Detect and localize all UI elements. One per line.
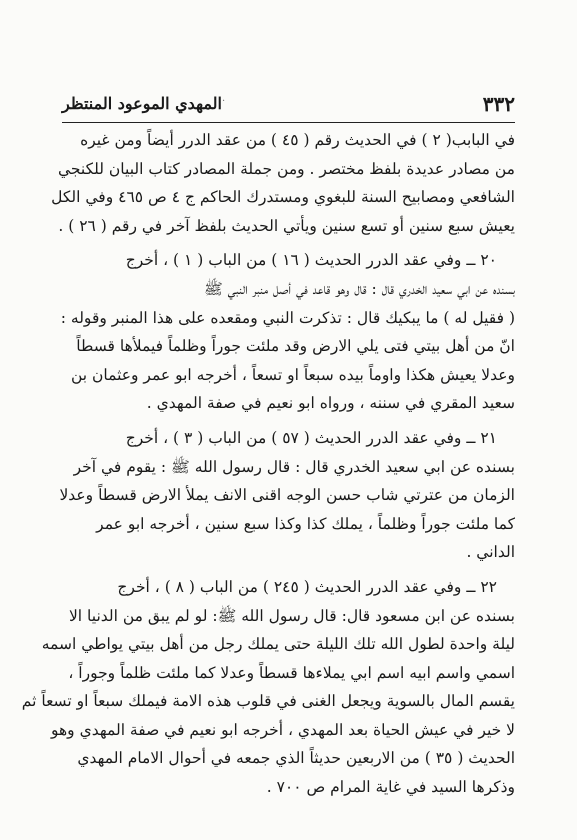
- text-line: بسنده عن ابن مسعود قال: قال رسول الله ﷺ: لو لم يبق من الدنيا الا: [68, 606, 515, 625]
- text-line: سعيد المقري في سننه ، ورواه ابو نعيم في صفة المهدي .: [146, 394, 515, 413]
- text-line: لا خير في عيش الحياة بعد المهدي ، أخرجه ابو نعيم في صفة المهدي وهو: [51, 720, 515, 739]
- header-rule: [62, 122, 515, 123]
- text-line: بسنده عن ابي سعيد الخدري قال : قال وهو قاعد في أصل منبر النبي ﷺ: [204, 279, 515, 298]
- text-line: وعدلا يعيش هكذا واوماً بيده سبعاً او تسعاً ، أخرجه ابو عمر وعثمان بن: [70, 365, 515, 384]
- page-header: [62, 92, 515, 118]
- text-line: بسنده عن ابي سعيد الخدري قال : قال رسول الله ﷺ : يقوم في آخر: [73, 457, 515, 476]
- text-line: الشافعي ومصابيح السنة للبغوي ومستدرك الحاكم ج ٤ ص ٤٦٥ وفي الكل: [51, 188, 515, 207]
- text-line: اسمي واسم ابيه اسم ابي يملاءها قسطاً وعدلا كما ملئت ظلماً وجوراً ،: [68, 663, 515, 682]
- text-line: وذكرها السيد في غاية المرام ص ٧٠٠ .: [266, 778, 515, 797]
- text-line: ( فقيل له ) ما يبكيك قال : تذكرت النبي ومقعده على هذا المنبر وقوله :: [60, 308, 515, 327]
- text-line: انّ من أهل بيتي فتى يلي الارض وقد ملئت جوراً وظلماً فيملأها قسطاً: [76, 337, 515, 356]
- text-line: كما ملئت جوراً وظلماً ، يملك كذا وكذا سبع سنين ، أخرجه ابو عمر: [96, 514, 515, 533]
- text-line: ليلة واحدة لطول الله تلك الليلة حتى يملك رجل من أهل بيتي يواطي اسمه: [41, 635, 515, 654]
- text-line: الحديث ( ٣٥ ) من الاربعين حديثاً الذي جمعه في أحوال الامام المهدي: [77, 749, 515, 768]
- body-text: [21, 126, 515, 802]
- text-line: من مصادر عديدة بلفظ مختصر . ومن جملة المصادر كتاب البيان للكنجي: [57, 159, 515, 178]
- running-title: المهدي الموعود المنتظر: [62, 94, 222, 113]
- text-line: ٢٢ ــ وفي عقد الدرر الحديث ( ٢٤٥ ) من الباب ( ٨ ) ، أخرج: [117, 577, 497, 596]
- text-line: الزمان من عترتي شاب حسن الوجه اقنى الانف يملأ الارض قسطاً وعدلا: [59, 486, 515, 505]
- text-line: ٢٠ ــ وفي عقد الدرر الحديث ( ١٦ ) من الباب ( ١ ) ، أخرج: [125, 251, 497, 270]
- text-line: الداني .: [466, 543, 515, 562]
- text-line: في البابب( ٢ ) في الحديث رقم ( ٤٥ ) من عقد الدرر أيضاً ومن غيره: [80, 131, 515, 149]
- page-number: ٣٣٢: [482, 92, 515, 116]
- text-line: يقسم المال بالسوية ويجعل الغنى في قلوب هذه الامة فيملك سبعاً او تسعاً ثم: [21, 692, 515, 711]
- text-line: ٢١ ــ وفي عقد الدرر الحديث ( ٥٧ ) من الباب ( ٣ ) ، أخرج: [125, 428, 497, 447]
- header-dot: ·: [222, 96, 226, 107]
- text-line: يعيش سبع سنين أو تسع سنين ويأتي الحديث بلفظ آخر في رقم ( ٢٦ ) .: [58, 216, 515, 235]
